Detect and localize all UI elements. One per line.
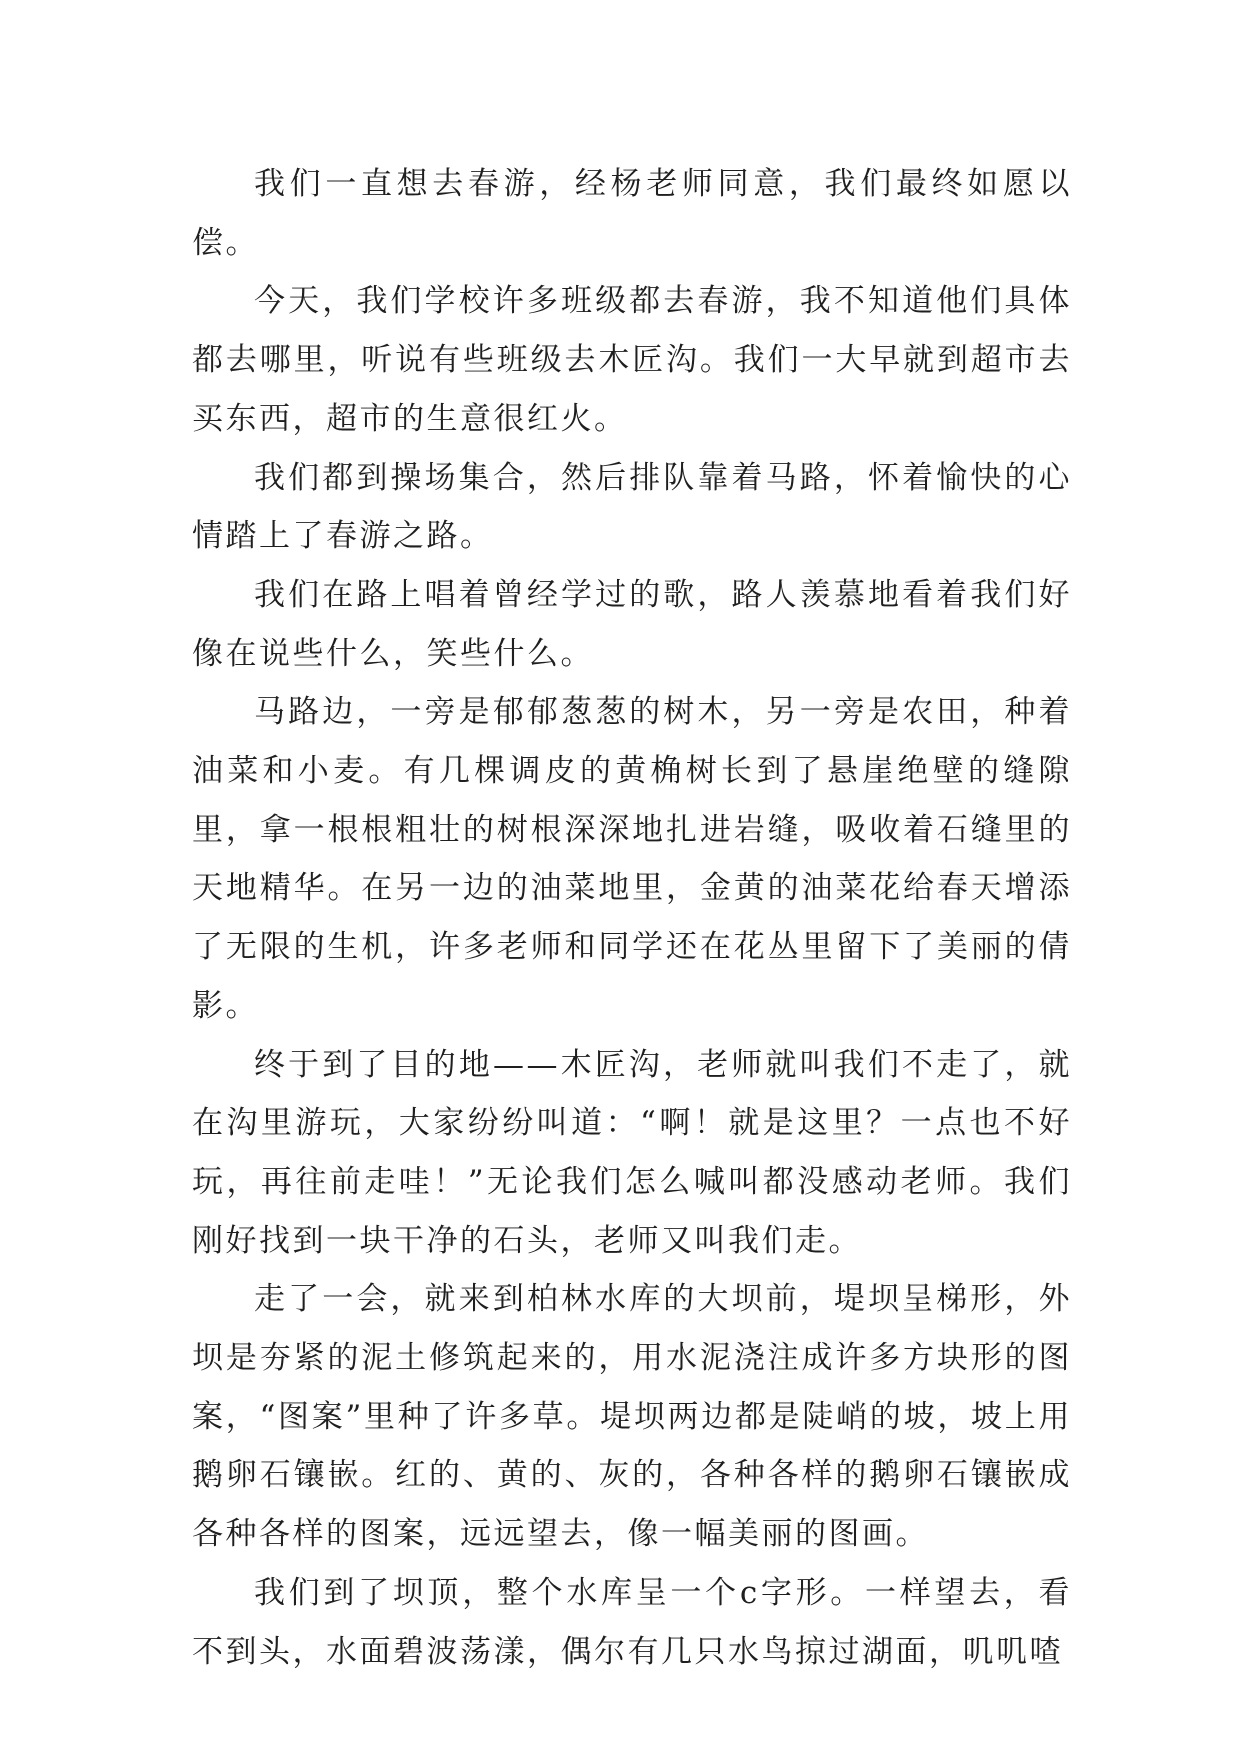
paragraph-2: 今天，我们学校许多班级都去春游，我不知道他们具体都去哪里，听说有些班级去木匠沟。我们一大早就到超市去买东西，超市的生意很红火。 <box>192 283 1072 437</box>
paragraph-3: 我们都到操场集合，然后排队靠着马路，怀着愉快的心情踏上了春游之路。 <box>192 459 1072 555</box>
paragraph-4: 我们在路上唱着曾经学过的歌，路人羡慕地看着我们好像在说些什么，笑些什么。 <box>192 576 1072 672</box>
paragraph-5: 马路边，一旁是郁郁葱葱的树木，另一旁是农田，种着油菜和小麦。有几棵调皮的黄桷树长到了悬崖绝壁的缝隙里，拿一根根粗壮的树根深深地扎进岩缝，吸收着石缝里的天地精华。在另一边的油菜地里，金黄的油菜花给春天增添了无限的生机，许多老师和同学还在花丛里留下了美丽的倩影。 <box>192 694 1072 1024</box>
essay-body <box>192 155 1072 1681</box>
paragraph-1: 我们一直想去春游，经杨老师同意，我们最终如愿以偿。 <box>192 166 1072 261</box>
paragraph-8: 我们到了坝顶，整个水库呈一个c字形。一样望去，看不到头，水面碧波荡漾，偶尔有几只水鸟掠过湖面，叽叽喳 <box>192 1574 1072 1670</box>
paragraph-6: 终于到了目的地——木匠沟，老师就叫我们不走了，就在沟里游玩，大家纷纷叫道：“啊！就是这里？一点也不好玩，再往前走哇！”无论我们怎么喊叫都没感动老师。我们刚好找到一块干净的石头，老师又叫我们走。 <box>192 1046 1072 1259</box>
paragraph-7: 走了一会，就来到柏林水库的大坝前，堤坝呈梯形，外坝是夯紧的泥土修筑起来的，用水泥浇注成许多方块形的图案，“图案”里种了许多草。堤坝两边都是陡峭的坡，坡上用鹅卵石镶嵌。红的、黄的、灰的，各种各样的鹅卵石镶嵌成各种各样的图案，远远望去，像一幅美丽的图画。 <box>192 1281 1072 1553</box>
